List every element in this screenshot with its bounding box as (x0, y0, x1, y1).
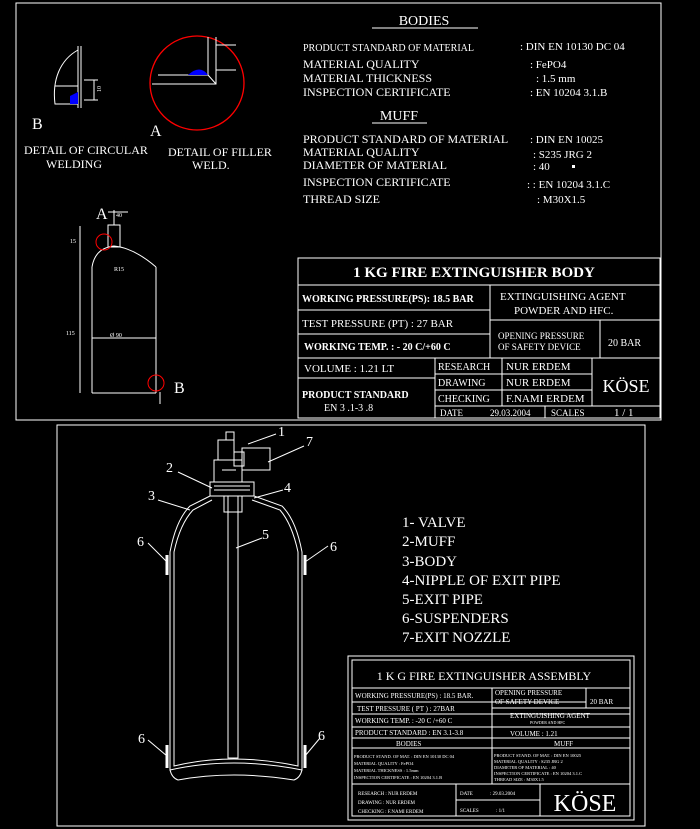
body-scales-label: SCALES (551, 408, 585, 418)
legend-item-6: 6-SUSPENDERS (402, 611, 509, 627)
muff-value-3: : : EN 10204 3.1.C (527, 179, 611, 191)
bodies-value-0: : DIN EN 10130 DC 04 (520, 41, 625, 53)
filler-caption-2: WELD. (192, 158, 230, 172)
body-test-pressure: TEST PRESSURE (PT) : 27 BAR (302, 318, 454, 330)
callout-2: 2 (166, 461, 173, 476)
assembly-muff-row-0: PRODUCT STAND. OF MAT. : DIN EN 10025 (494, 753, 582, 758)
body-agent-2: POWDER AND HFC. (514, 305, 614, 317)
body-checking-label: CHECKING (438, 394, 490, 405)
assembly-opening-2: OF SAFETY DEVICE (495, 698, 560, 706)
callout-3: 3 (148, 489, 155, 504)
muff-value-0: : DIN EN 10025 (530, 134, 604, 146)
assembly-working-pressure: WORKING PRESSURE(PS) : 18.5 BAR. (355, 692, 474, 700)
body-volume: VOLUME : 1.21 LT (304, 363, 395, 375)
tag-a: A (96, 206, 108, 223)
body-opening-2: OF SAFETY DEVICE (498, 342, 581, 352)
assembly-muff-heading: MUFF (554, 740, 574, 748)
callout-6a: 6 (137, 535, 144, 550)
callout-4: 4 (284, 481, 291, 496)
muff-label-4: THREAD SIZE (303, 192, 380, 206)
dim-15: 15 (70, 239, 76, 245)
body-working-pressure: WORKING PRESSURE(PS): 18.5 BAR (302, 294, 474, 305)
body-research-label: RESEARCH (438, 362, 491, 373)
assembly-checking: CHECKING : F.NAMI ERDEM (358, 810, 424, 815)
assembly-muff-row-2: DIAMETER OF MATERIAL : 40 (494, 765, 556, 770)
bodies-value-3: : EN 10204 3.1.B (530, 87, 608, 99)
body-product-standard-2: EN 3 .1-3 .8 (324, 403, 374, 414)
tag-b: B (174, 380, 185, 397)
body-opening-1: OPENING PRESSURE (498, 331, 585, 341)
body-agent-1: EXTINGUISHING AGENT (500, 291, 626, 303)
body-scales-value: 1 / 1 (614, 407, 634, 419)
bodies-value-1: : FePO4 (530, 59, 567, 71)
bodies-label-0: PRODUCT STANDARD OF MATERIAL (303, 43, 474, 54)
filler-caption-1: DETAIL OF FILLER (168, 145, 272, 159)
detail-b-letter: B (32, 116, 43, 133)
circular-caption-2: WELDING (46, 157, 102, 171)
assembly-research: RESEARCH : NUR ERDEM (358, 792, 418, 797)
muff-heading: MUFF (379, 109, 419, 124)
body-drawing-label: DRAWING (438, 378, 486, 389)
sheet-body (16, 3, 661, 420)
assembly-opening-value: 20 BAR (590, 698, 614, 706)
callout-6b: 6 (330, 540, 337, 555)
legend-item-2: 2-MUFF (402, 534, 456, 550)
assembly-date-value: : 29.03.2004 (490, 792, 516, 797)
assembly-body-outer (170, 496, 302, 770)
assembly-opening-1: OPENING PRESSURE (495, 689, 563, 697)
callout-1: 1 (278, 425, 285, 440)
legend-item-3: 3-BODY (402, 554, 457, 570)
detail-a-letter: A (150, 123, 162, 140)
body-research-value: NUR ERDEM (506, 361, 571, 373)
callout-6d: 6 (318, 729, 325, 744)
detail-circular-welding (54, 46, 103, 108)
assembly-agent-1: EXTINGUISHING AGENT (510, 712, 590, 720)
bodies-label-2: MATERIAL THICKNESS (303, 71, 433, 85)
assembly-muff-row-1: MATERIAL QUALITY : S235 JRG 2 (494, 759, 563, 764)
sheet-assembly (57, 425, 645, 826)
dim-40: 40 (116, 213, 122, 219)
assembly-agent-2: POWDER AND HFC (530, 720, 566, 725)
bodies-heading: BODIES (398, 14, 450, 29)
callout-5: 5 (262, 528, 269, 543)
muff-value-1: : S235 JRG 2 (533, 149, 592, 161)
legend-item-4: 4-NIPPLE OF EXIT PIPE (402, 573, 561, 589)
assembly-title: 1 K G FIRE EXTINGUISHER ASSEMBLY (376, 669, 592, 683)
bodies-label-1: MATERIAL QUALITY (303, 57, 420, 71)
detail-a-circle (150, 36, 244, 130)
dim-height: 115 (66, 331, 75, 337)
assembly-bodies-row-2: MATERIAL THICKNESS : 1.5mm (354, 768, 419, 773)
assembly-muff-row-3: INSPECTION CERTIFICATE : EN 10204 3.1.C (494, 771, 583, 776)
assembly-date-label: DATE (460, 792, 473, 797)
legend-item-7: 7-EXIT NOZZLE (402, 630, 511, 646)
assembly-company: KÖSE (553, 791, 617, 817)
exit-nozzle (242, 448, 270, 470)
dim-radius: R15 (114, 267, 125, 273)
body-date-label: DATE (440, 408, 463, 418)
body-drawing-value: NUR ERDEM (506, 377, 571, 389)
muff-label-0: PRODUCT STANDARD OF MATERIAL (303, 132, 509, 146)
callout-7: 7 (306, 435, 313, 450)
detail-filler-weld (150, 36, 244, 130)
body-title: 1 KG FIRE EXTINGUISHER BODY (353, 265, 595, 281)
body-opening-value: 20 BAR (608, 338, 642, 349)
tag-a-circle (96, 234, 112, 250)
valve (218, 440, 234, 460)
muff-label-1: MATERIAL QUALITY (303, 145, 420, 159)
detail-b-dim: 10 (97, 86, 103, 92)
bodies-value-2: : 1.5 mm (536, 73, 576, 85)
nipple-of-exit-pipe (224, 496, 242, 512)
circular-caption-1: DETAIL OF CIRCULAR (24, 143, 148, 157)
callout-6c: 6 (138, 732, 145, 747)
assembly-bodies-row-3: INSPECTION CERTIFICATE : EN 10204 3.1.B (354, 775, 443, 780)
assembly-body-inner (174, 500, 298, 766)
muff-label-3: INSPECTION CERTIFICATE (303, 175, 451, 189)
body-product-standard-1: PRODUCT STANDARD (302, 390, 409, 401)
assembly-bodies-heading: BODIES (396, 740, 422, 748)
assembly-muff-row-4: THREAD SIZE : M30X1.5 (494, 777, 544, 782)
muff-value-4: : M30X1.5 (537, 194, 586, 206)
body-section-drawing (66, 210, 164, 404)
body-working-temp: WORKING TEMP. : - 20 C/+60 C (304, 342, 451, 353)
body-checking-value: F.NAMI ERDEM (506, 393, 585, 405)
assembly-working-temp: WORKING TEMP. : -20 C /+60 C (355, 717, 453, 725)
assembly-drawing (148, 432, 328, 780)
assembly-test-pressure: TEST PRESSURE ( PT ) : 27BAR (357, 705, 455, 713)
assembly-scales-value: : 1/1 (496, 809, 506, 814)
body-date-value: 29.03.2004 (490, 408, 531, 418)
assembly-volume: VOLUME : 1.21 (510, 730, 558, 738)
detail-b-weld (70, 92, 78, 104)
exit-pipe (228, 496, 238, 758)
muff-label-2: DIAMETER OF MATERIAL (303, 158, 447, 172)
dim-diameter: Ø 90 (110, 333, 122, 339)
bodies-label-3: INSPECTION CERTIFICATE (303, 85, 451, 99)
assembly-bodies-row-1: MATERIAL QUALITY : FePO4 (354, 761, 414, 766)
body-company: KÖSE (602, 376, 650, 396)
assembly-product-standard: PRODUCT STANDARD : EN 3.1-3.8 (355, 729, 464, 737)
assembly-scales-label: SCALES (460, 809, 479, 814)
legend-item-5: 5-EXIT PIPE (402, 592, 483, 608)
assembly-bodies-row-0: PRODUCT STAND. OF MAT. : DIN EN 10130 DC 04 (354, 754, 455, 759)
assembly-drawing: DRAWING : NUR ERDEM (358, 801, 415, 806)
detail-a-weld (188, 70, 208, 76)
sheet2-border (57, 425, 645, 826)
muff (210, 482, 254, 496)
muff-value-2: : 40 (533, 161, 550, 173)
legend-item-1: 1- VALVE (402, 515, 466, 531)
muff-bullet (572, 165, 575, 168)
